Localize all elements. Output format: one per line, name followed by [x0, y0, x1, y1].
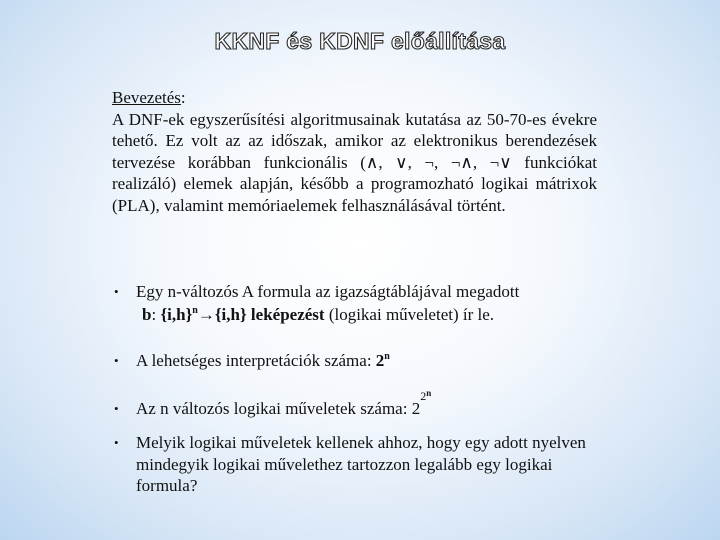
bullet-icon: •: [114, 353, 119, 368]
intro-text: A DNF-ek egyszerűsítési algoritmusainak kutatása az 50-70-es évekre tehető. Ez volt az az időszak, amikor az elektronikus berendezések tervezése korábban funkcionális (∧, ∨, ¬, ¬∧, ¬∨ funkciókat realizáló) elemek alapján, később a programozható logikai mátrixok (PLA), valamint memóriaelemek felhasználásával történt.: [112, 109, 597, 215]
intro-heading: Bevezetés: [112, 88, 181, 107]
mapping-exponent: n: [192, 305, 198, 316]
bullet-text: A lehetséges interpretációk száma:: [136, 351, 376, 370]
power-base: 2: [411, 399, 421, 418]
bullet-mapping: [142, 304, 494, 329]
bullet-text: Az n változós logikai műveletek száma:: [136, 399, 412, 418]
power-exponent: n: [384, 351, 390, 362]
arrow-icon: →: [197, 305, 215, 324]
intro-paragraph: Bevezetés: A DNF-ek egyszerűsítési algoritmusainak kutatása az 50-70-es évekre tehető. Ez volt az az időszak, amikor az elektronikus berendezések tervezése korábban funkcionális (∧, ∨, ¬, ¬∧, ¬∨ funkciókat realizáló) elemek alapján, később a programozható logikai mátrixok (PLA), valamint memóriaelemek felhasználásával történt.: [112, 88, 597, 215]
mapping-b: b: [142, 305, 152, 324]
bullet-text: Egy n-változós A formula az igazságtáblájával megadott: [136, 282, 520, 301]
page-title: KKNF és KDNF előállítása: [214, 28, 506, 54]
power-base: 2: [375, 351, 385, 370]
power-exponent: 2: [420, 389, 427, 403]
bullet-text: Melyik logikai műveletek kellenek ahhoz, hogy egy adott nyelven mindegyik logikai művelethez tartozzon legalább egy logikai formula?: [136, 433, 586, 495]
bullet-icon: •: [114, 284, 119, 299]
mapping-colon: :: [151, 305, 161, 324]
bullet-icon: •: [114, 435, 119, 450]
mapping-domain: {i,h}: [160, 305, 193, 324]
power-exponent-nested: n: [426, 388, 432, 398]
mapping-rest: (logikai műveletet) ír le.: [324, 305, 495, 324]
bullet-icon: •: [114, 401, 119, 416]
mapping-codomain: {i,h} leképezést: [214, 305, 325, 324]
